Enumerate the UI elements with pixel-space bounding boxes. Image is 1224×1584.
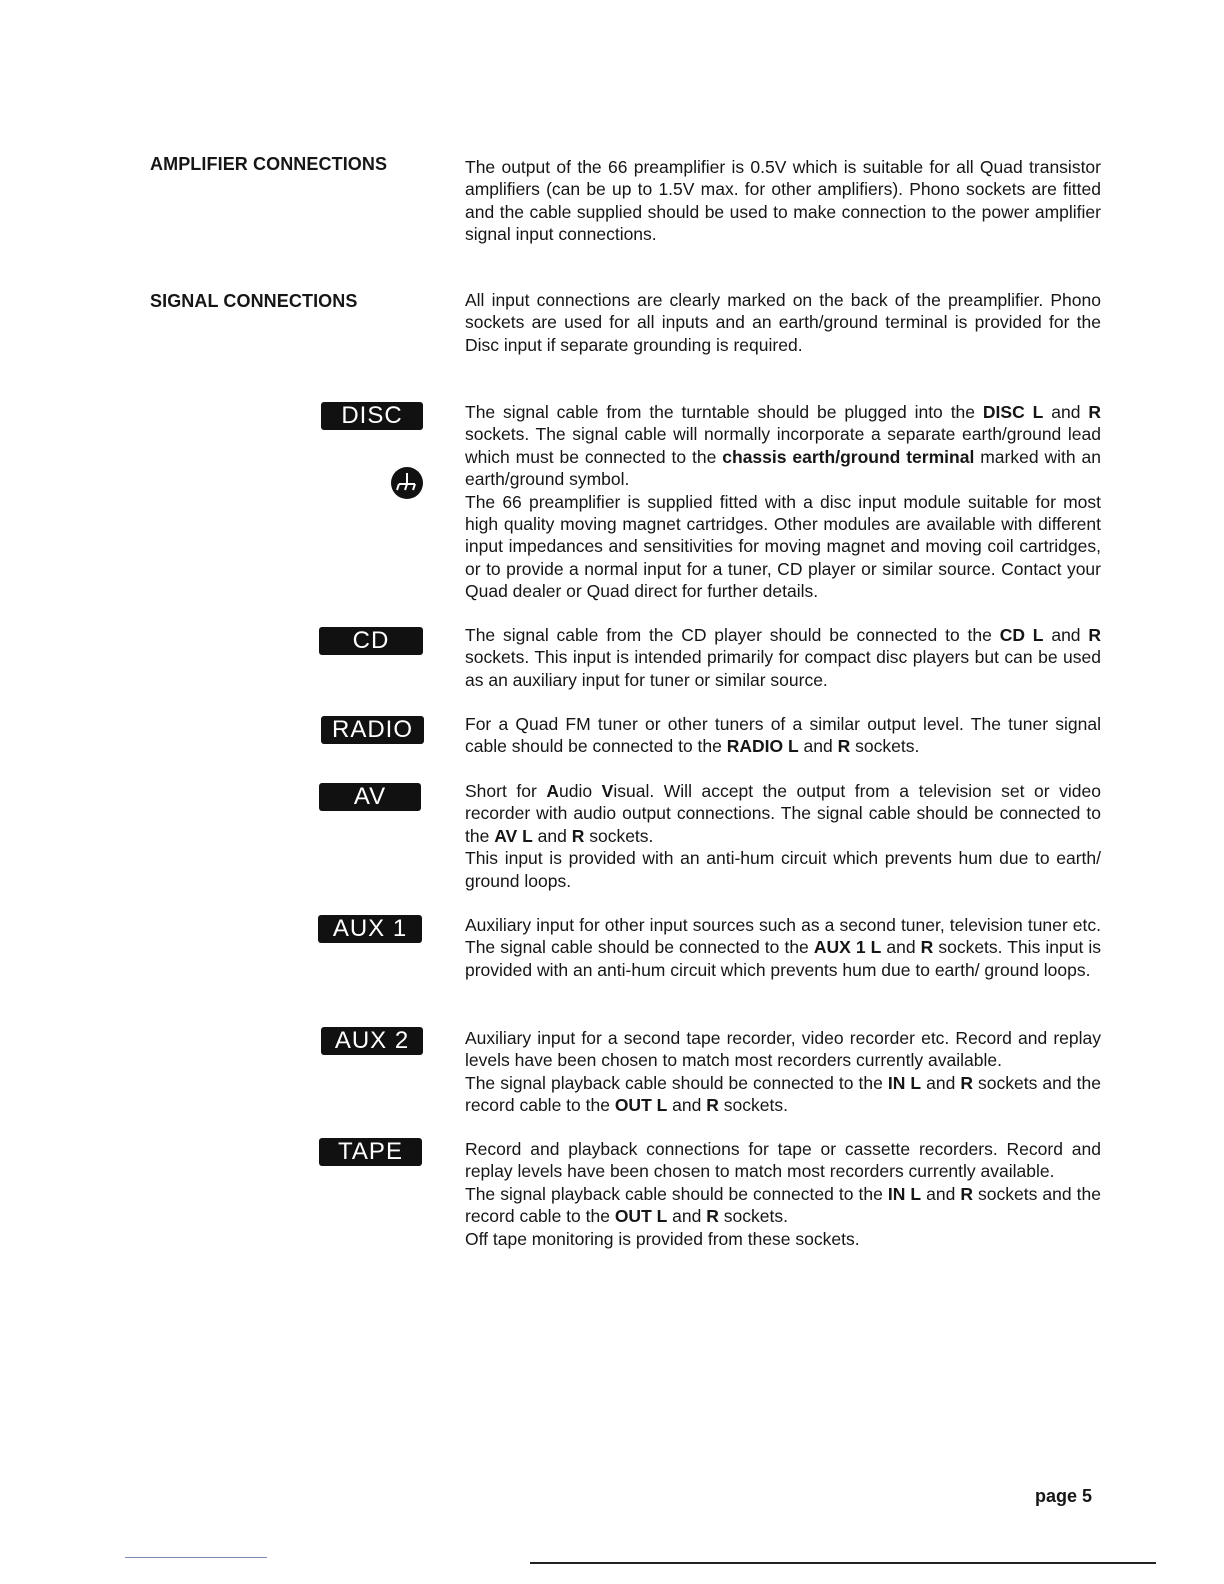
radio-text: For a Quad FM tuner or other tuners of a similar output level. The tuner signal cable should be connected to the RADIO L and R sockets. (465, 714, 1101, 757)
signal-connections-text: All input connections are clearly marked on the back of the preamplifier. Phono sockets are used for all inputs and an earth/ground terminal is provided for the Disc input if separate grounding is required. (465, 290, 1101, 355)
earth-ground-icon (391, 467, 423, 499)
page-number: page 5 (1035, 1486, 1093, 1506)
radio-label: RADIO (321, 716, 424, 744)
aux2-text: Auxiliary input for a second tape recorder, video recorder etc. Record and replay levels have been chosen to match most recorders currently available. The signal playback cable should be connected to the IN L and R sockets and the record cable to the OUT L and R sockets. (465, 1028, 1101, 1116)
aux1-label: AUX 1 (318, 915, 422, 943)
disc-text: The signal cable from the turntable should be plugged into the DISC L and R sockets. The signal cable will normally incorporate a separate earth/ground lead which must be connected to the chassis earth/ground terminal marked with an earth/ground symbol. The 66 preamplifier is supplied fitted with a disc input module suitable for most high quality moving magnet cartridges. Other modules are available with different input impedances and sensitivities for moving magnet and moving coil cartridges, or to provide a normal input for a tuner, CD player or similar source. Contact your Quad dealer or Quad direct for further details. (465, 402, 1101, 602)
amplifier-connections-text: The output of the 66 preamplifier is 0.5V which is suitable for all Quad transistor amplifiers (can be up to 1.5V max. for other amplifiers). Phono sockets are fitted and the cable supplied should be used to make connection to the power amplifier signal input connections. (465, 157, 1101, 245)
footer-left-rule (125, 1557, 267, 1558)
av-text: Short for Audio Visual. Will accept the output from a television set or video recorder with audio output connections. The signal cable should be connected to the AV L and R sockets. This input is provided with an anti-hum circuit which prevents hum due to earth/ ground loops. (465, 781, 1101, 891)
tape-label: TAPE (319, 1138, 422, 1166)
av-label: AV (319, 783, 421, 811)
cd-label: CD (319, 627, 423, 655)
amplifier-connections-heading: AMPLIFIER CONNECTIONS (150, 154, 388, 174)
aux1-text: Auxiliary input for other input sources such as a second tuner, television tuner etc. The signal cable should be connected to the AUX 1 L and R sockets. This input is provided with an anti-hum circuit which prevents hum due to earth/ ground loops. (465, 915, 1102, 980)
signal-connections-heading: SIGNAL CONNECTIONS (150, 291, 358, 311)
disc-label: DISC (321, 402, 423, 430)
aux2-label: AUX 2 (321, 1027, 423, 1055)
cd-text: The signal cable from the CD player should be connected to the CD L and R sockets. This input is intended primarily for compact disc players but can be used as an auxiliary input for tuner or similar source. (465, 625, 1102, 690)
tape-text: Record and playback connections for tape or cassette recorders. Record and replay levels have been chosen to match most recorders currently available. The signal playback cable should be connected to the IN L and R sockets and the record cable to the OUT L and R sockets. Off tape monitoring is provided from these sockets. (465, 1139, 1101, 1249)
footer-rule (530, 1562, 1156, 1564)
